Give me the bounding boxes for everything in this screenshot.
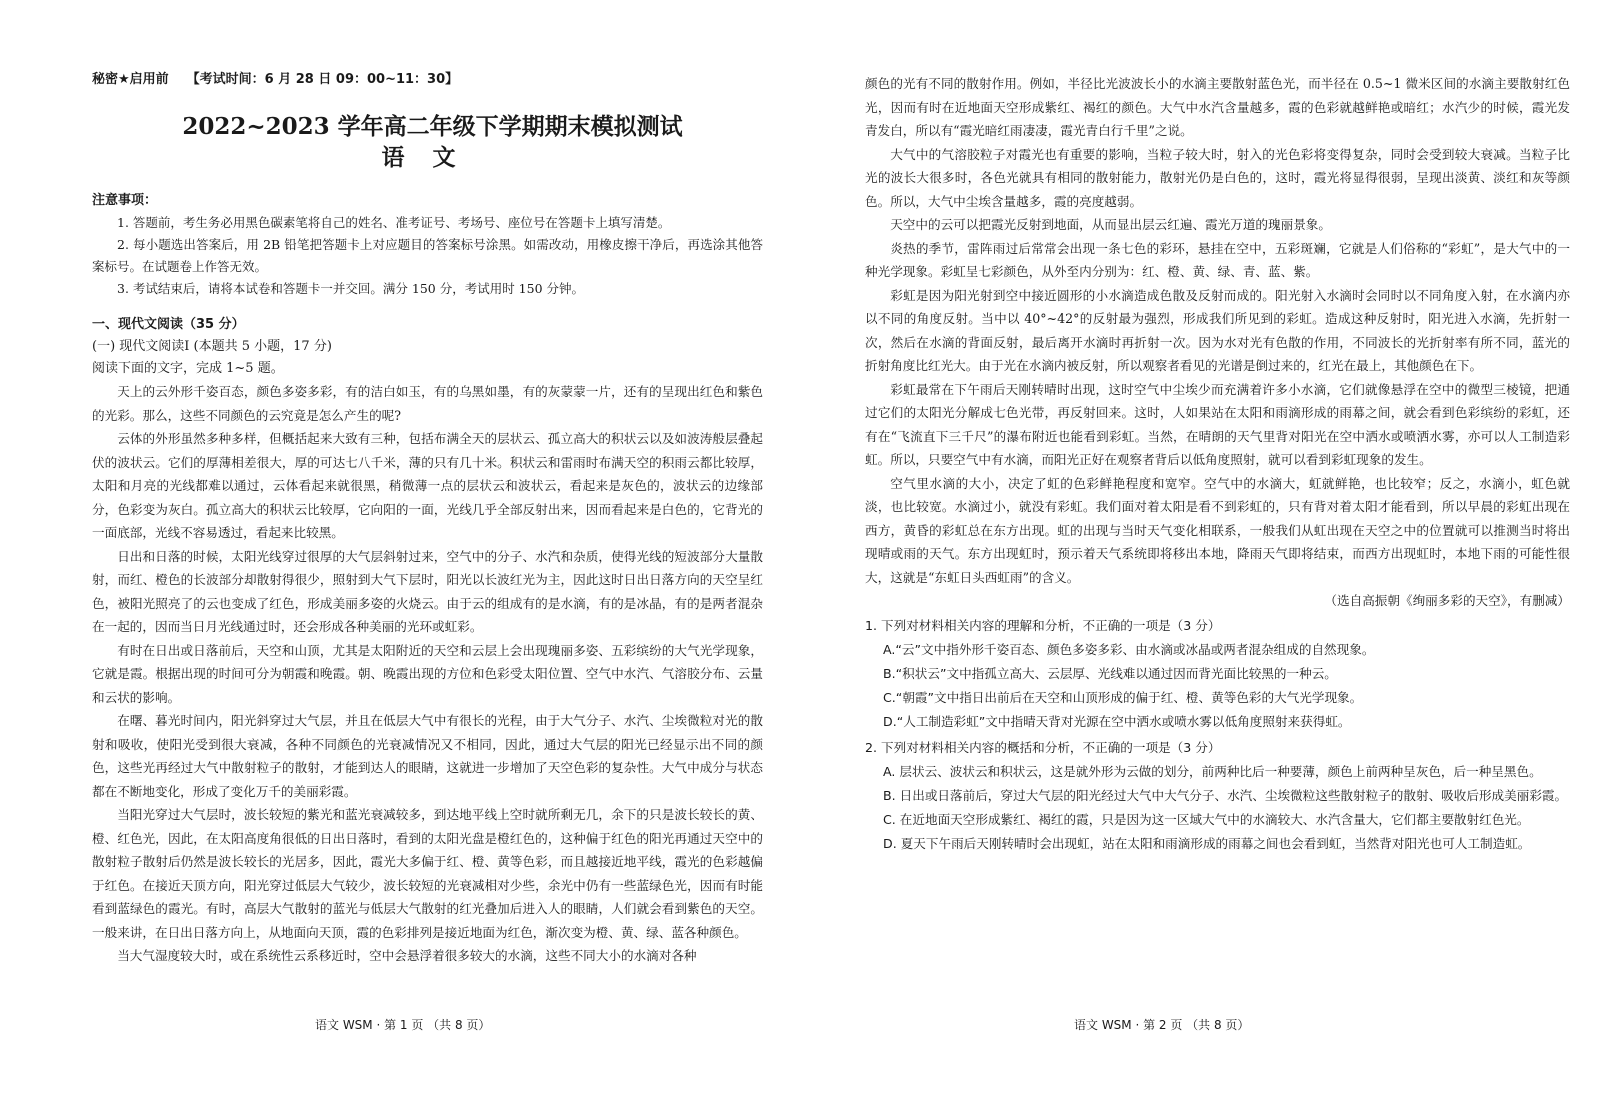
sub-section-heading: (一) 现代文阅读Ⅰ (本题共 5 小题，17 分)	[92, 339, 332, 354]
page-footer-left: 语文 WSM · 第 1 页 （共 8 页）	[315, 1018, 491, 1032]
question-1-option-d: D.“人工制造彩虹”文中指晴天背对光源在空中洒水或喷水雾以低角度照射来获得虹。	[883, 714, 1351, 729]
passage-paragraph: 大气中的气溶胶粒子对霞光也有重要的影响，当粒子较大时，射入的光色彩将变得复杂，同时会受到较大衰减。当粒子比光的波长大很多时，各色光就具有相同的散射能力，散射光仍是白色的，这时，霞光将显得很弱，呈现出淡黄、淡红和灰等颜色。所以，大气中尘埃含量越多，霞的亮度越弱。	[865, 146, 1570, 209]
question-2-stem: 2. 下列对材料相关内容的概括和分析，不正确的一项是（3 分）	[865, 740, 1221, 755]
passage-paragraph: 日出和日落的时候，太阳光线穿过很厚的大气层斜射过来，空气中的分子、水汽和杂质，使得光线的短波部分大量散射，而红、橙色的长波部分却散射得很少，照射到大气下层时，阳光以长波红光为主，因此这时日出日落方向的天空呈红色，被阳光照亮了的云也变成了红色，形成美丽多姿的火烧云。由于云的组成有的是水滴，有的是冰晶，有的是两者混杂在一起的，因而当日月光线通过时，还会形成各种美丽的光环或虹彩。	[92, 548, 763, 634]
question-2-option-c: C. 在近地面天空形成紫红、褐红的霞，只是因为这一区域大气中的水滴较大、水汽含量大，它们都主要散射红色光。	[883, 812, 1530, 827]
note-item: 3. 考试结束后，请将本试卷和答题卡一并交回。满分 150 分，考试用时 150 分钟。	[117, 281, 585, 296]
secret-label: 秘密★启用前	[92, 72, 169, 87]
question-2-option-a: A. 层状云、波状云和积状云，这是就外形为云做的划分，前两种比后一种要薄，颜色上前两种呈灰色，后一种呈黑色。	[883, 764, 1542, 779]
reading-instruction: 阅读下面的文字，完成 1~5 题。	[92, 361, 284, 376]
note-item: 1. 答题前，考生务必用黑色碳素笔将自己的姓名、准考证号、考场号、座位号在答题卡上填写清楚。	[117, 215, 671, 230]
exam-time: 【考试时间：6 月 28 日 09：00~11：30】	[186, 72, 459, 87]
notes-heading: 注意事项：	[92, 193, 158, 208]
section-heading: 一、现代文阅读（35 分）	[92, 317, 245, 332]
passage-paragraph-continued: 颜色的光有不同的散射作用。例如，半径比光波波长小的水滴主要散射蓝色光，而半径在 0.5~1 微米区间的水滴主要散射红色光，因而有时在近地面天空形成紫红、褐红的颜色。大气中水汽含量越多，霞的色彩就越鲜艳或暗红；水汽少的时候，霞光发青发白，所以有“霞光暗红雨凄凄，霞光青白行千里”之说。	[865, 76, 1570, 138]
question-1-stem: 1. 下列对材料相关内容的理解和分析，不正确的一项是（3 分）	[865, 618, 1221, 633]
passage-paragraph: 云体的外形虽然多种多样，但概括起来大致有三种，包括布满全天的层状云、孤立高大的积状云以及如波涛般层叠起伏的波状云。它们的厚薄相差很大，厚的可达七八千米，薄的只有几十米。积状云和雷雨时布满天空的积雨云都比较厚，太阳和月亮的光线都难以通过，云体看起来就很黑，稍微薄一点的层状云和波状云，看起来是灰色的，波状云的边缘部分，色彩变为灰白。孤立高大的积状云比较厚，它向阳的一面，光线几乎全部反射出来，因而看起来是白色的，它背光的一面底部，光线不容易透过，看起来比较黑。	[92, 431, 763, 540]
passage-paragraph: 天上的云外形千姿百态，颜色多姿多彩，有的洁白如玉，有的乌黑如墨，有的灰蒙蒙一片，还有的呈现出红色和紫色的光彩。那么，这些不同颜色的云究竟是怎么产生的呢?	[92, 384, 763, 423]
page-footer-right: 语文 WSM · 第 2 页 （共 8 页）	[1074, 1018, 1250, 1032]
question-2-option-d: D. 夏天下午雨后天刚转晴时会出现虹，站在太阳和雨滴形成的雨幕之间也会看到虹，当然背对阳光也可人工制造虹。	[883, 836, 1531, 851]
note-item: 2. 每小题选出答案后，用 2B 铅笔把答题卡上对应题目的答案标号涂黑。如需改动，用橡皮擦干净后，再选涂其他答案标号。在试题卷上作答无效。	[92, 237, 763, 274]
passage-paragraph: 有时在日出或日落前后，天空和山顶，尤其是太阳附近的天空和云层上会出现瑰丽多姿、五彩缤纷的大气光学现象，它就是霞。根据出现的时间可分为朝霞和晚霞。朝、晚霞出现的方位和色彩受太阳位置、空气中水汽、气溶胶分布、云量和云状的影响。	[92, 642, 763, 705]
passage-paragraph: 在曙、暮光时间内，阳光斜穿过大气层，并且在低层大气中有很长的光程，由于大气分子、水汽、尘埃微粒对光的散射和吸收，使阳光受到很大衰减，各种不同颜色的光衰减情况又不相同，因此，通过大气层的阳光已经显示出不同的颜色，这些光再经过大气中散射粒子的散射，才能到达人的眼睛，这就进一步增加了天空色彩的复杂性。大气中成分与状态都在不断地变化，形成了变化万千的美丽彩霞。	[92, 713, 763, 799]
passage-source: （选自高振朝《绚丽多彩的天空》，有删减）	[1324, 593, 1570, 608]
subject-title: 语文	[381, 144, 484, 171]
passage-paragraph: 当大气湿度较大时，或在系统性云系移近时，空中会悬浮着很多较大的水滴，这些不同大小的水滴对各种	[117, 948, 697, 963]
passage-paragraph: 当阳光穿过大气层时，波长较短的紫光和蓝光衰减较多，到达地平线上空时就所剩无几，余下的只是波长较长的黄、橙、红色光，因此，在太阳高度角很低的日出日落时，看到的太阳光盘是橙红色的，这种偏于红色的阳光再通过天空中的散射粒子散射后仍然是波长较长的光居多，因此，霞光大多偏于红、橙、黄等色彩，而且越接近地平线，霞光的色彩越偏于红色。在接近天顶方向，阳光穿过低层大气较少，波长较短的光衰减相对少些，余光中仍有一些蓝绿色光，因而有时能看到蓝绿色的霞光。有时，高层大气散射的蓝光与低层大气散射的红光叠加后进入人的眼睛，人们就会看到紫色的天空。一般来讲，在日出日落方向上，从地面向天顶，霞的色彩排列是接近地面为红色，渐次变为橙、黄、绿、蓝各种颜色。	[92, 807, 763, 940]
passage-paragraph: 天空中的云可以把霞光反射到地面，从而显出层云红遍、霞光万道的瑰丽景象。	[890, 217, 1331, 232]
exam-title: 2022~2023 学年高二年级下学期期末模拟测试	[182, 113, 683, 140]
question-2-option-b: B. 日出或日落前后，穿过大气层的阳光经过大气中大气分子、水汽、尘埃微粒这些散射粒子的散射、吸收后形成美丽彩霞。	[883, 788, 1568, 803]
passage-paragraph: 空气里水滴的大小，决定了虹的色彩鲜艳程度和宽窄。空气中的水滴大，虹就鲜艳，也比较窄；反之，水滴小，虹色就淡，也比较宽。水滴过小，就没有彩虹。我们面对着太阳是看不到彩虹的，只有背对着太阳才能看到，所以早晨的彩虹出现在西方，黄昏的彩虹总在东方出现。虹的出现与当时天气变化相联系，一般我们从虹出现在天空之中的位置就可以推测当时将出现晴或雨的天气。东方出现虹时，预示着天气系统即将移出本地，降雨天气即将结束，而西方出现虹时，本地下雨的可能性很大，这就是“东虹日头西虹雨”的含义。	[865, 475, 1570, 585]
question-1-option-c: C.“朝霞”文中指日出前后在天空和山顶形成的偏于红、橙、黄等色彩的大气光学现象。	[883, 690, 1363, 705]
question-1-option-b: B.“积状云”文中指孤立高大、云层厚、光线难以通过因而背光面比较黑的一种云。	[883, 666, 1337, 681]
passage-paragraph: 炎热的季节，雷阵雨过后常常会出现一条七色的彩环，悬挂在空中，五彩斑斓，它就是人们俗称的“彩虹”，是大气中的一种光学现象。彩虹呈七彩颜色，从外至内分别为：红、橙、黄、绿、青、蓝、紫。	[865, 240, 1570, 279]
page-2	[805, 0, 1610, 1104]
passage-paragraph: 彩虹最常在下午雨后天刚转晴时出现，这时空气中尘埃少而充满着许多小水滴，它们就像悬浮在空中的微型三棱镜，把通过它们的太阳光分解成七色光带，再反射回来。这时，人如果站在太阳和雨滴形成的雨幕之间，就会看到色彩缤纷的彩虹，还有在“飞流直下三千尺”的瀑布附近也能看到彩虹。当然，在晴朗的天气里背对阳光在空中洒水或喷洒水雾，亦可以人工制造彩虹。所以，只要空气中有水滴，而阳光正好在观察者背后以低角度照射，就可以看到彩虹现象的发生。	[865, 381, 1570, 467]
question-1-option-a: A.“云”文中指外形千姿百态、颜色多姿多彩、由水滴或冰晶或两者混杂组成的自然现象。	[883, 642, 1375, 657]
passage-paragraph: 彩虹是因为阳光射到空中接近圆形的小水滴造成色散及反射而成的。阳光射入水滴时会同时以不同角度入射，在水滴内亦以不同的角度反射。当中以 40°~42°的反射最为强烈，形成我们所见到的彩虹。造成这种反射时，阳光进入水滴，先折射一次，然后在水滴的背面反射，最后离开水滴时再折射一次。因为水对光有色散的作用，不同波长的光折射率有所不同，蓝光的折射角度比红光大。由于光在水滴内被反射，所以观察者看见的光谱是倒过来的，红光在最上，其他颜色在下。	[865, 287, 1570, 373]
exam-header	[92, 70, 763, 90]
